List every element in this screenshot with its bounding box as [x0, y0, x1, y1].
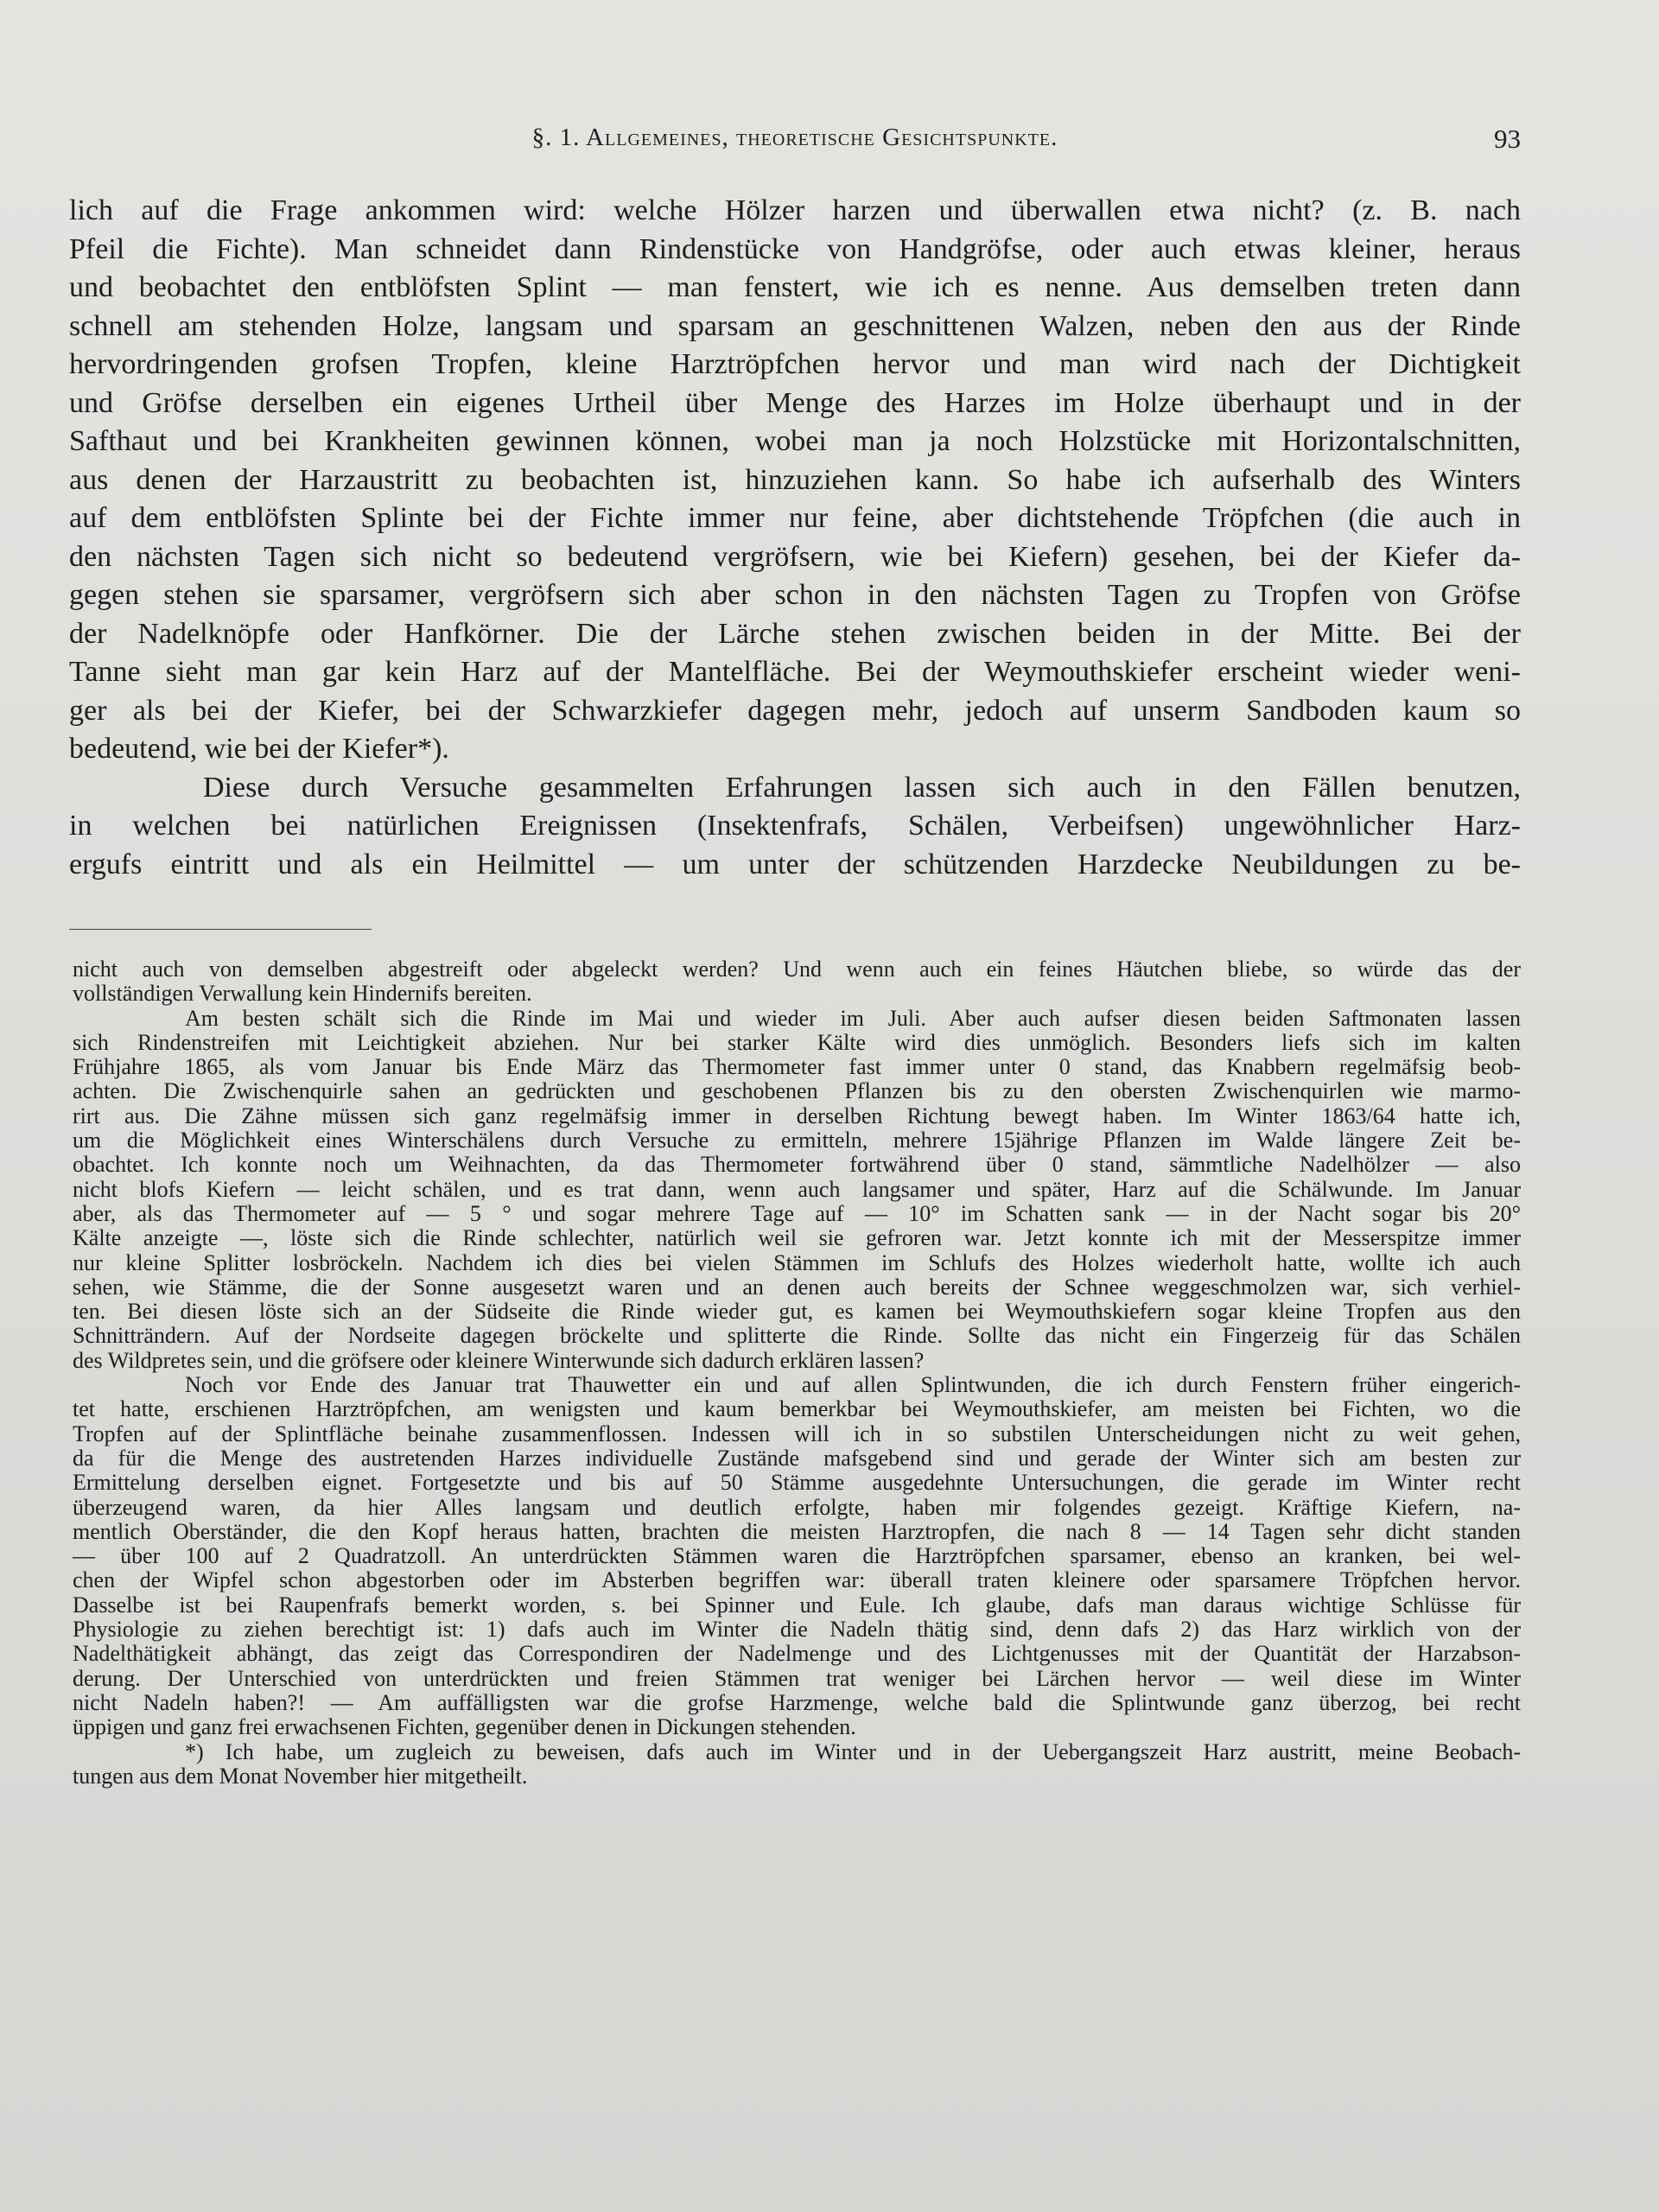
footnote-line: nicht Nadeln haben?! — Am auffälligsten war die grofse Harzmenge, welche bald die Splintwunde ganz überzog, bei recht — [73, 1689, 1521, 1715]
body-line: hervordringenden grofsen Tropfen, kleine Harztröpfchen hervor und man wird nach der Dichtigkeit — [69, 348, 1521, 380]
footnote-line: sehen, wie Stämme, die der Sonne ausgesetzt waren und an denen auch bereits der Schnee weggeschmolzen war, sich verhiel- — [73, 1274, 1521, 1300]
footnote-line: nicht auch von demselben abgestreift oder abgeleckt werden? Und wenn auch ein feines Häutchen bliebe, so würde das der — [73, 957, 1521, 982]
footnote-line: rirt aus. Die Zähne müssen sich ganz regelmäfsig immer in derselben Richtung bewegt haben. Im Winter 1863/64 hatte ich, — [73, 1103, 1521, 1128]
footnote-line: Dasselbe ist bei Raupenfrafs bemerkt worden, s. bei Spinner und Eule. Ich glaube, dafs man daraus wichtige Schlüsse für — [73, 1592, 1521, 1618]
body-line: auf dem entblöfsten Splinte bei der Fichte immer nur feine, aber dichtstehende Tröpfchen (die auch in — [69, 502, 1521, 534]
footnote-line: ten. Bei diesen löste sich an der Südseite die Rinde wieder gut, es kamen bei Weymouthskiefern sogar kleine Tropfen aus den — [73, 1299, 1521, 1325]
footnote-line: achten. Die Zwischenquirle sahen an gedrückten und geschobenen Pflanzen bis zu den obersten Zwischenquirlen wie marmo- — [73, 1078, 1521, 1104]
body-line: Safthaut und bei Krankheiten gewinnen können, wobei man ja noch Holzstücke mit Horizontalschnitten, — [69, 425, 1521, 457]
body-line: den nächsten Tagen sich nicht so bedeutend vergröfsern, wie bei Kiefern) gesehen, bei der Kiefer da- — [69, 540, 1521, 573]
footnote-line: vollständigen Verwallung kein Hindernifs bereiten. — [73, 981, 532, 1007]
page-number: 93 — [1494, 124, 1521, 154]
footnote-line: derung. Der Unterschied von unterdrückten und freien Stämmen trat weniger bei Lärchen hervor — weil diese im Winter — [73, 1665, 1521, 1691]
footnote-line: nicht blofs Kiefern — leicht schälen, und es trat dann, wenn auch langsamer und später, Harz auf die Schälwunde. Im Januar — [73, 1176, 1521, 1202]
body-line: ergufs eintritt und als ein Heilmittel — um unter der schützenden Harzdecke Neubildungen zu be- — [69, 848, 1521, 880]
footnote-line: Ermittelung derselben eignet. Fortgesetzte und bis auf 50 Stämme ausgedehnte Untersuchungen, die gerade im Winter recht — [73, 1470, 1521, 1496]
footnote-line: sich Rindenstreifen mit Leichtigkeit abziehen. Nur bei starker Kälte wird dies unmöglich. Besonders liefs sich im kalten — [73, 1029, 1521, 1055]
body-line: Tanne sieht man gar kein Harz auf der Mantelfläche. Bei der Weymouthskiefer erscheint wieder weni- — [69, 656, 1521, 688]
footnote-line: überzeugend waren, da hier Alles langsam und deutlich erfolgte, haben mir folgendes gezeigt. Kräftige Kiefern, na- — [73, 1494, 1521, 1520]
body-line: aus denen der Harzaustritt zu beobachten ist, hinzuziehen kann. So habe ich aufserhalb des Winters — [69, 463, 1521, 496]
footnote-line: Nadelthätigkeit abhängt, das zeigt das Correspondiren der Nadelmenge und des Lichtgenusses mit der Quantität der Harzabson- — [73, 1641, 1521, 1667]
body-line: Diese durch Versuche gesammelten Erfahrungen lassen sich auch in den Fällen benutzen, — [203, 771, 1521, 804]
footnote-line: obachtet. Ich konnte noch um Weihnachten, da das Thermometer fortwährend über 0 stand, sämmtliche Nadelhölzer — also — [73, 1152, 1521, 1178]
footnote-line: des Wildpretes sein, und die gröfsere oder kleinere Winterwunde sich dadurch erklären lassen? — [73, 1347, 925, 1373]
body-line: bedeutend, wie bei der Kiefer*). — [69, 733, 449, 765]
footnote-line: da für die Menge des austretenden Harzes individuelle Zustände mafsgebend sind und gerade der Winter sich am besten zur — [73, 1445, 1521, 1471]
footnote-separator — [69, 929, 372, 930]
body-line: und beobachtet den entblöfsten Splint — man fenstert, wie ich es nenne. Aus demselben treten dann — [69, 271, 1521, 303]
footnote-line: üppigen und ganz frei erwachsenen Fichten, gegenüber denen in Dickungen stehenden. — [73, 1714, 856, 1740]
page-header — [69, 124, 1521, 158]
footnote-line: Physiologie zu ziehen berechtigt ist: 1) dafs auch im Winter die Nadeln thätig sind, denn dafs 2) das Harz wirklich von der — [73, 1617, 1521, 1643]
footnote-line: Schnitträndern. Auf der Nordseite dagegen bröckelte und splitterte die Rinde. Sollte das nicht ein Fingerzeig für das Schälen — [73, 1323, 1521, 1349]
body-line: Pfeil die Fichte). Man schneidet dann Rindenstücke von Handgröfse, oder auch etwas kleiner, heraus — [69, 232, 1521, 265]
body-line: ger als bei der Kiefer, bei der Schwarzkiefer dagegen mehr, jedoch auf unserm Sandboden kaum so — [69, 694, 1521, 727]
footnote-line: mentlich Oberständer, die den Kopf heraus hatten, brachten die meisten Harztropfen, die nach 8 — 14 Tagen sehr dicht standen — [73, 1518, 1521, 1544]
footnote-line: — über 100 auf 2 Quadratzoll. An unterdrückten Stämmen waren die Harztröpfchen sparsamer, ebenso an kranken, bei wel- — [73, 1543, 1521, 1569]
footnotes — [73, 957, 1521, 1789]
body-line: der Nadelknöpfe oder Hanfkörner. Die der Lärche stehen zwischen beiden in der Mitte. Bei der — [69, 617, 1521, 650]
footnote-line: Frühjahre 1865, als vom Januar bis Ende März das Thermometer fast immer unter 0 stand, das Knabbern regelmäfsig beob- — [73, 1054, 1521, 1080]
body-line: gegen stehen sie sparsamer, vergröfsern sich aber schon in den nächsten Tagen zu Tropfen von Gröfse — [69, 579, 1521, 611]
body-line: und Gröfse derselben ein eigenes Urtheil über Menge des Harzes im Holze überhaupt und in der — [69, 386, 1521, 419]
footnote-line: nur kleine Splitter losbröckeln. Nachdem ich dies bei vielen Stämmen im Schlufs des Holzes wiederholt hatte, wollte ich auch — [73, 1249, 1521, 1275]
footnote-line: *) Ich habe, um zugleich zu beweisen, dafs auch im Winter und in der Uebergangszeit Harz austritt, meine Beobach- — [185, 1738, 1521, 1764]
footnote-line: chen der Wipfel schon abgestorben oder im Absterben begriffen war: überall traten kleinere oder sparsamere Tröpfchen hervor. — [73, 1567, 1521, 1593]
body-line: schnell am stehenden Holze, langsam und sparsam an geschnittenen Walzen, neben den aus der Rinde — [69, 309, 1521, 342]
footnote-line: tungen aus dem Monat November hier mitgetheilt. — [73, 1763, 528, 1789]
footnote-line: Noch vor Ende des Januar trat Thauwetter ein und auf allen Splintwunden, die ich durch Fenstern früher eingerich- — [185, 1372, 1521, 1398]
main-text — [69, 192, 1521, 884]
footnote-line: aber, als das Thermometer auf — 5 ° und sogar mehrere Tage auf — 10° im Schatten sank — in der Nacht sogar bis 20° — [73, 1200, 1521, 1226]
footnote-line: Am besten schält sich die Rinde im Mai und wieder im Juli. Aber auch aufser diesen beiden Saftmonaten lassen — [185, 1005, 1521, 1031]
footnote-line: tet hatte, erschienen Harztröpfchen, am wenigsten und kaum bemerkbar bei Weymouthskiefer, am meisten bei Fichten, wo die — [73, 1396, 1521, 1422]
body-line: in welchen bei natürlichen Ereignissen (Insektenfrafs, Schälen, Verbeifsen) ungewöhnlicher Harz- — [69, 810, 1521, 842]
body-line: lich auf die Frage ankommen wird: welche Hölzer harzen und überwallen etwa nicht? (z. B. nach — [69, 194, 1521, 226]
running-head: §. 1. Allgemeines, theoretische Gesichtspunkte. — [531, 124, 1058, 151]
footnote-line: Kälte anzeigte —, löste sich die Rinde schlechter, natürlich weil sie gefroren war. Jetzt konnte ich mit der Messerspitze immer — [73, 1225, 1521, 1251]
footnote-line: Tropfen auf der Splintfläche beinahe zusammenflossen. Indessen will ich in so substilen Unterscheidungen nicht zu weit gehen, — [73, 1421, 1521, 1446]
footnote-line: um die Möglichkeit eines Winterschälens durch Versuche zu ermitteln, mehrere 15jährige Pflanzen im Walde längere Zeit be- — [73, 1128, 1521, 1154]
